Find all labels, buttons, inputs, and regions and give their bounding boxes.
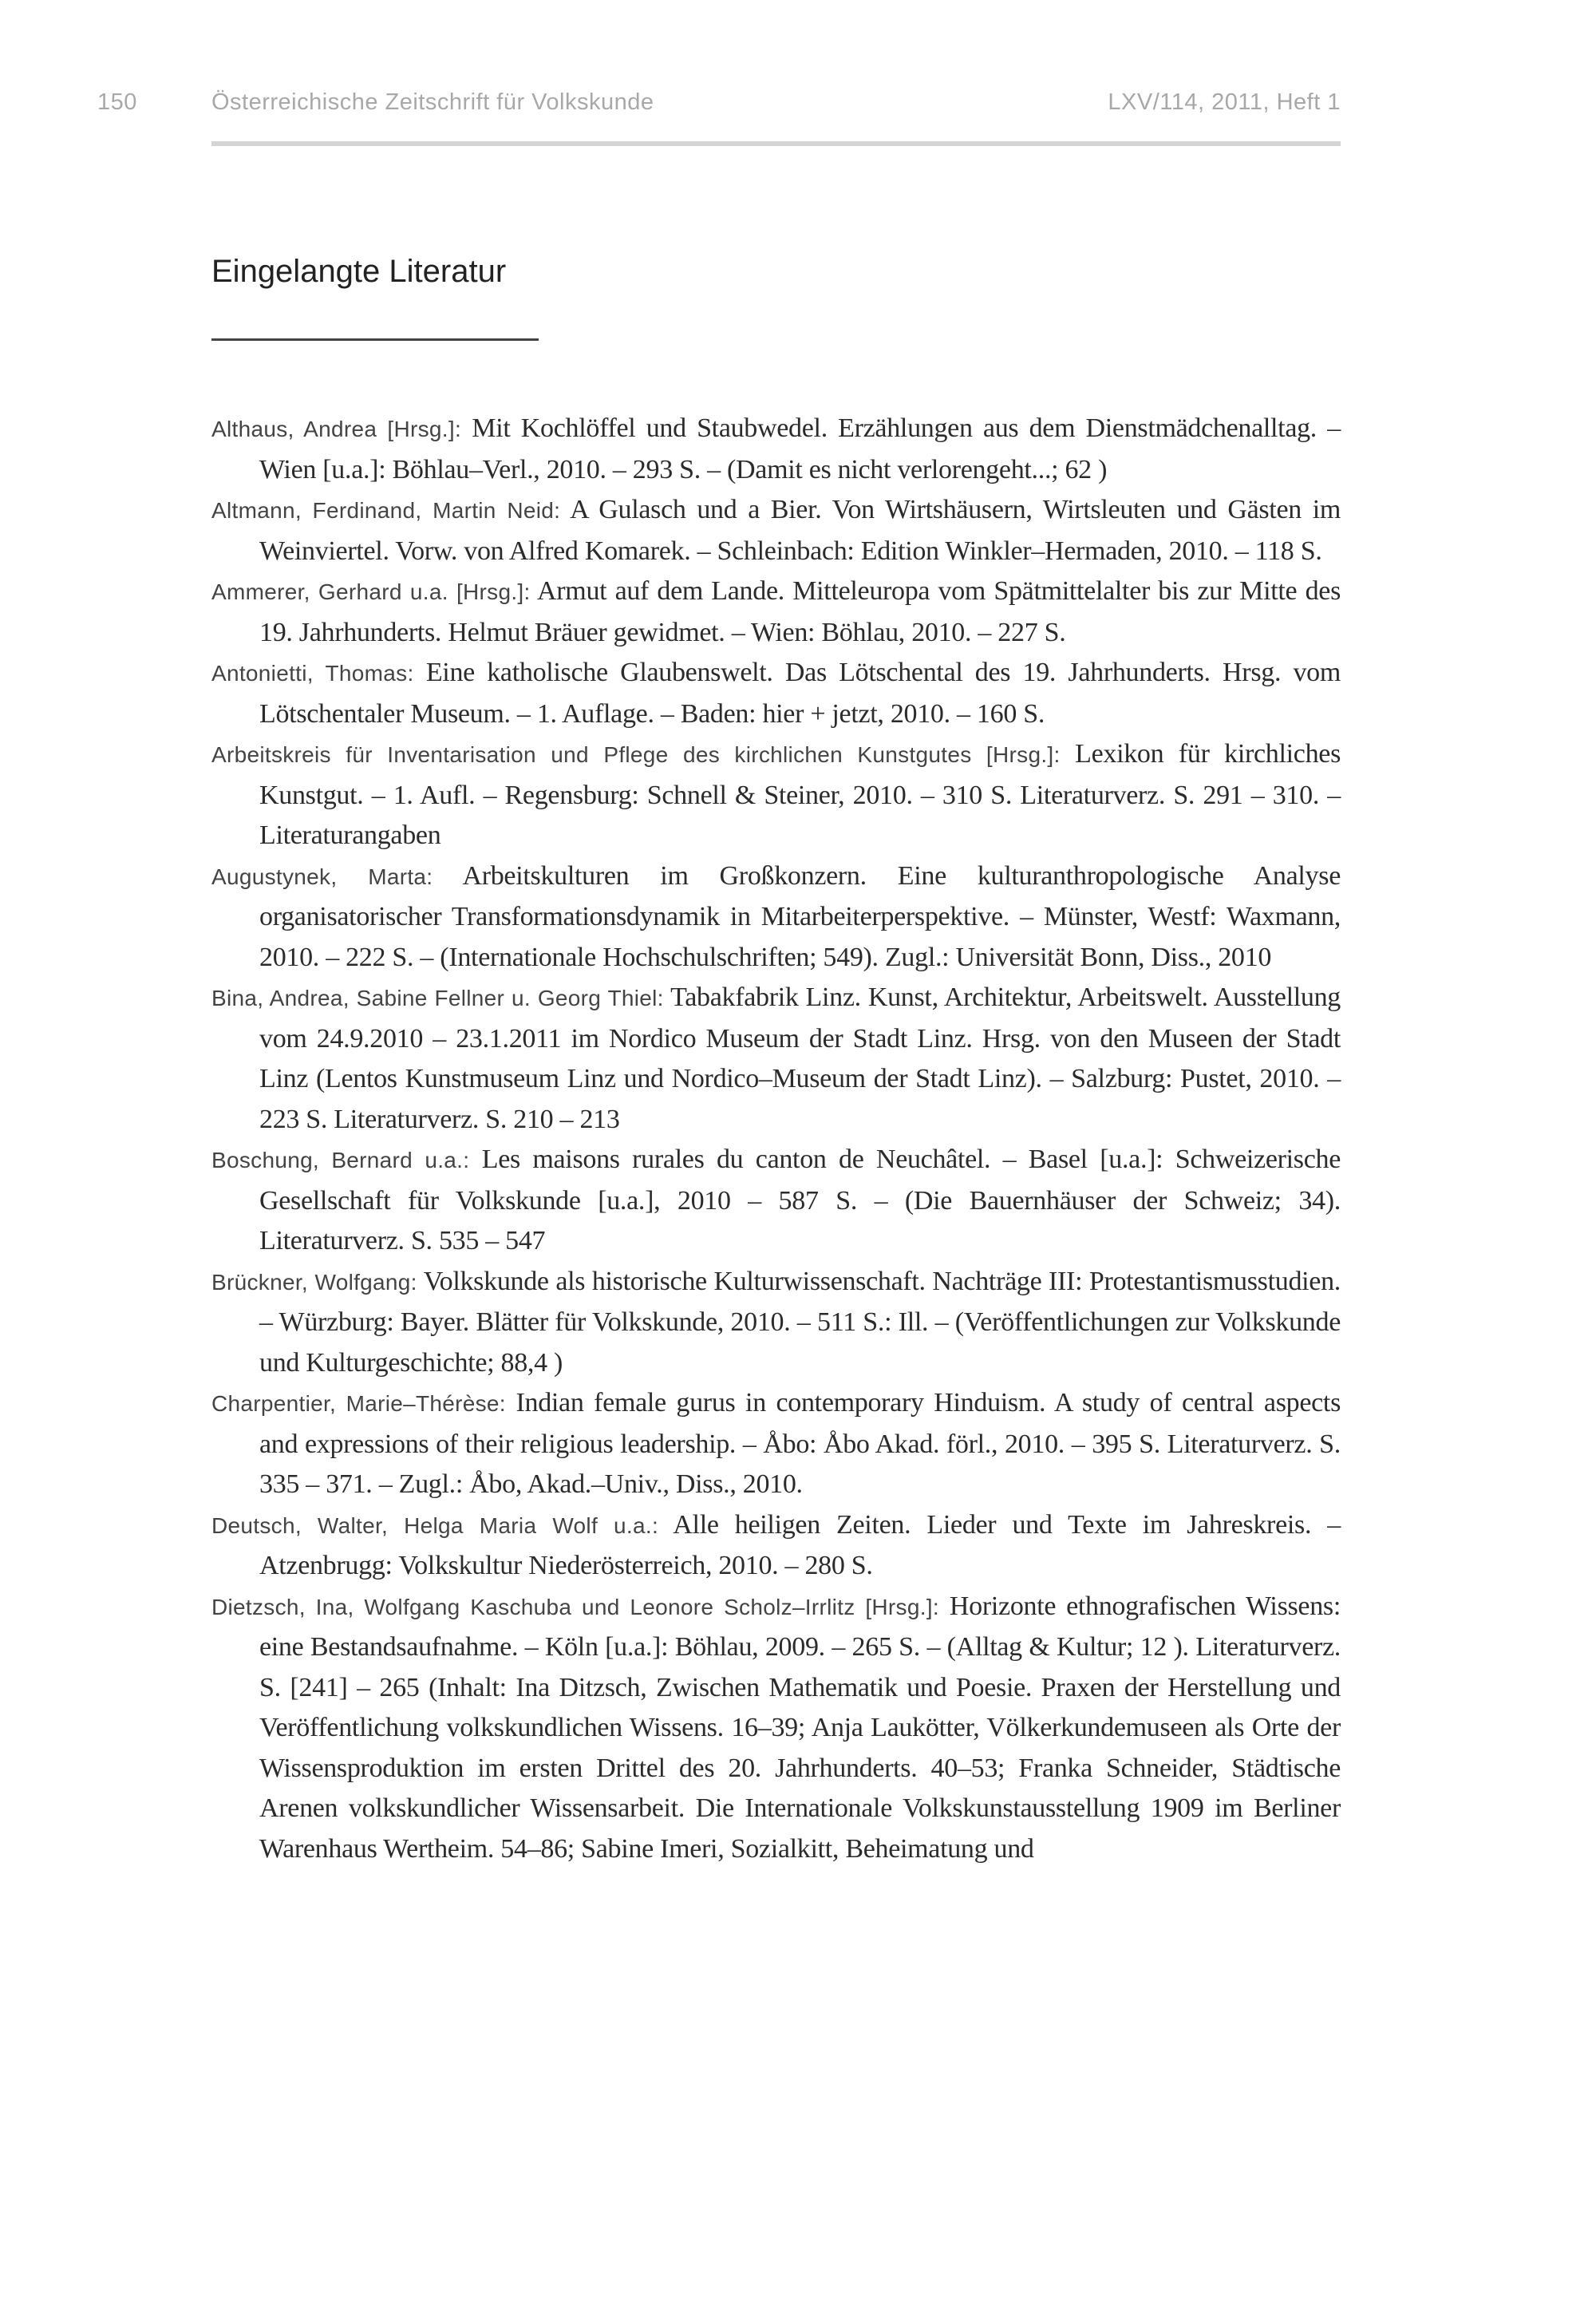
entry-author: Charpentier, Marie–Thérèse: [211,1391,506,1416]
entry-author: Augustynek, Marta: [211,864,433,889]
section-title: Eingelangte Literatur [211,254,507,289]
entry-text: Volkskunde als historische Kulturwissenschaft. Nachträge III: Protestantismusstudien. – Würzburg: Bayer. Blätter für Volkskunde, 2010. – 511 S.: Ill. – (Veröffentlichungen zur Volkskunde und Kulturgeschichte; 88,4 ) [259,1266,1341,1378]
entry-author: Dietzsch, Ina, Wolfgang Kaschuba und Leonore Scholz–Irrlitz [Hrsg.]: [211,1594,939,1619]
bibliography-entry [211,571,1341,653]
entry-author: Boschung, Bernard u.a.: [211,1148,470,1172]
bibliography-entry [211,978,1341,1140]
entry-author: Arbeitskreis für Inventarisation und Pflege des kirchlichen Kunstgutes [Hrsg.]: [211,742,1061,767]
entry-author: Althaus, Andrea [Hrsg.]: [211,417,462,441]
entry-text: Arbeitskulturen im Großkonzern. Eine kulturanthropologische Analyse organisatorischer Transformationsdynamik in Mitarbeiterperspektive. – Münster, Westf: Waxmann, 2010. – 222 S. – (Internationale Hochschulschriften; 549). Zugl.: Universität Bonn, Diss., 2010 [259,860,1341,972]
entry-text: Les maisons rurales du canton de Neuchâtel. – Basel [u.a.]: Schweizerische Gesellschaft für Volkskunde [u.a.], 2010 – 587 S. – (Die Bauernhäuser der Schweiz; 34). Literaturverz. S. 535 – 547 [259,1145,1341,1255]
bibliography-entry [211,734,1341,856]
title-underline [211,338,539,341]
bibliography-entry [211,1262,1341,1384]
running-header [0,89,1596,129]
bibliography-entry [211,1505,1341,1587]
page-number: 150 [97,89,137,115]
bibliography-entry [211,856,1341,979]
header-rule [211,141,1341,146]
bibliography-entry [211,653,1341,734]
entry-text: Horizonte ethnografischen Wissens: eine Bestandsaufnahme. – Köln [u.a.]: Böhlau, 2009. – 265 S. – (Alltag & Kultur; 12 ). Literaturverz. S. [241] – 265 (Inhalt: Ina Ditzsch, Zwischen Mathematik und Poesie. Praxen der Herstellung und Veröffentlichung volkskundlichen Wissens. 16–39; Anja Laukötter, Völkerkundemuseen als Orte der Wissensproduktion im ersten Drittel des 20. Jahrhunderts. 40–53; Franka Schneider, Städtische Arenen volkskundlicher Wissensarbeit. Die Internationale Volkskunstausstellung 1909 im Berliner Warenhaus Wertheim. 54–86; Sabine Imeri, Sozialkitt, Beheimatung und [259,1591,1341,1864]
entry-author: Deutsch, Walter, Helga Maria Wolf u.a.: [211,1512,659,1538]
entry-author: Brückner, Wolfgang: [211,1269,417,1295]
entry-text: Mit Kochlöffel und Staubwedel. Erzählungen aus dem Dienstmädchenalltag. – Wien [u.a.]: Böhlau–Verl., 2010. – 293 S. – (Damit es nicht verlorengeht...; 62 ) [259,413,1341,484]
entry-text: Alle heiligen Zeiten. Lieder und Texte im Jahreskreis. – Atzenbrugg: Volkskultur Niederösterreich, 2010. – 280 S. [259,1509,1341,1580]
entry-author: Ammerer, Gerhard u.a. [Hrsg.]: [211,579,531,604]
bibliography-entry [211,1383,1341,1505]
bibliography-entry [211,490,1341,571]
journal-title: Österreichische Zeitschrift für Volkskunde [211,89,654,115]
entry-author: Altmann, Ferdinand, Martin Neid: [211,498,561,523]
entry-author: Bina, Andrea, Sabine Fellner u. Georg Thiel: [211,986,664,1010]
issue-info: LXV/114, 2011, Heft 1 [1108,89,1341,115]
entry-text: Tabakfabrik Linz. Kunst, Architektur, Arbeitswelt. Ausstellung vom 24.9.2010 – 23.1.2011 im Nordico Museum der Stadt Linz. Hrsg. von den Museen der Stadt Linz (Lentos Kunstmuseum Linz und Nordico–Museum der Stadt Linz). – Salzburg: Pustet, 2010. – 223 S. Literaturverz. S. 210 – 213 [259,983,1341,1134]
entry-text: Indian female gurus in contemporary Hinduism. A study of central aspects and expressions of their religious leadership. – Åbo: Åbo Akad. förl., 2010. – 395 S. Literaturverz. S. 335 – 371. – Zugl.: Åbo, Akad.–Univ., Diss., 2010. [259,1388,1341,1499]
entry-text: Eine katholische Glaubenswelt. Das Lötschental des 19. Jahrhunderts. Hrsg. vom Lötschentaler Museum. – 1. Auflage. – Baden: hier + jetzt, 2010. – 160 S. [259,658,1341,729]
entry-text: A Gulasch und a Bier. Von Wirtshäusern, Wirtsleuten und Gästen im Weinviertel. Vorw. von Alfred Komarek. – Schleinbach: Edition Winkler–Hermaden, 2010. – 118 S. [259,495,1341,566]
bibliography-entry [211,1587,1341,1870]
entry-text: Lexikon für kirchliches Kunstgut. – 1. Aufl. – Regensburg: Schnell & Steiner, 2010. – 310 S. Literaturverz. S. 291 – 310. – Literaturangaben [259,739,1341,850]
entry-text: Armut auf dem Lande. Mitteleuropa vom Spätmittelalter bis zur Mitte des 19. Jahrhunderts. Helmut Bräuer gewidmet. – Wien: Böhlau, 2010. – 227 S. [259,576,1341,647]
entry-author: Antonietti, Thomas: [211,661,414,686]
bibliography-entry [211,1140,1341,1262]
bibliography-list [211,409,1341,1869]
bibliography-entry [211,409,1341,490]
